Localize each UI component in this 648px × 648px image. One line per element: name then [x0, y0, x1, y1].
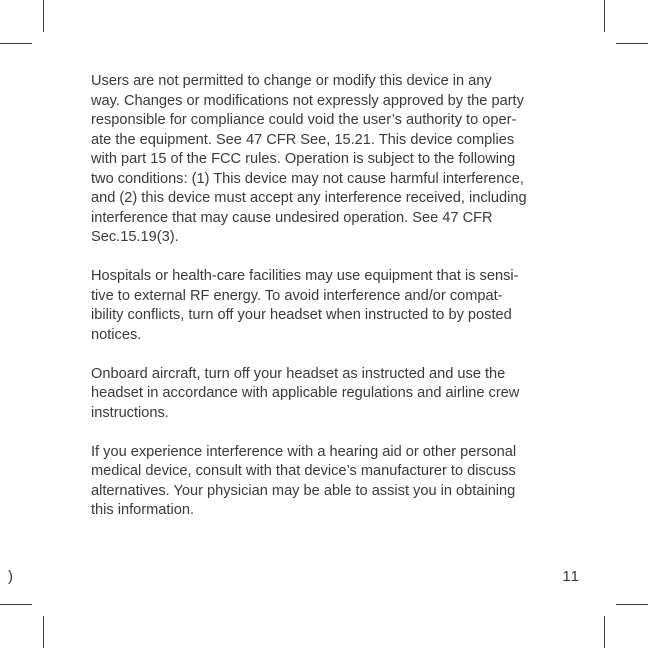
text-line: ate the equipment. See 47 CFR See, 15.21. This device complies [91, 131, 515, 148]
text-line: way. Changes or modifications not expressly approved by the party [91, 92, 524, 109]
crop-mark-top-right-horizontal [616, 43, 648, 44]
text-line: Hospitals or health-care facilities may use equipment that is sensi- [91, 268, 519, 284]
crop-mark-top-left-vertical [43, 0, 44, 32]
regulatory-notice-text [91, 72, 563, 540]
text-line: tive to external RF energy. To avoid interference and/or compat- [91, 287, 503, 304]
text-line: alternatives. Your physician may be able to assist you in obtaining [91, 482, 516, 499]
page-number: 11 [562, 568, 580, 585]
crop-mark-bottom-right-horizontal [616, 604, 648, 605]
paragraph-hospitals [91, 267, 563, 345]
page-edge-mark: ) [8, 568, 13, 585]
text-line: responsible for compliance could void the user’s authority to oper- [91, 112, 517, 128]
text-line: with part 15 of the FCC rules. Operation is subject to the following [91, 151, 516, 167]
crop-mark-bottom-right-vertical [604, 616, 605, 648]
paragraph-aircraft [91, 365, 563, 424]
paragraph-fcc-compliance [91, 72, 563, 248]
text-line: instructions. [91, 404, 169, 421]
text-line: headset in accordance with applicable regulations and airline crew [91, 385, 520, 401]
text-line: medical device, consult with that device’s manufacturer to discuss [91, 463, 516, 479]
crop-mark-bottom-left-vertical [43, 616, 44, 648]
crop-mark-top-right-vertical [604, 0, 605, 32]
text-line: Onboard aircraft, turn off your headset as instructed and use the [91, 365, 506, 382]
text-line: If you experience interference with a hearing aid or other personal [91, 443, 517, 460]
text-line: this information. [91, 502, 195, 518]
text-line: Users are not permitted to change or modify this device in any [91, 73, 492, 89]
text-line: Sec.15.19(3). [91, 229, 179, 245]
crop-mark-bottom-left-horizontal [0, 604, 32, 605]
text-line: notices. [91, 326, 142, 343]
paragraph-medical-devices [91, 443, 563, 521]
crop-mark-top-left-horizontal [0, 43, 32, 44]
text-line: two conditions: (1) This device may not cause harmful interference, [91, 170, 524, 187]
text-line: and (2) this device must accept any interference received, including [91, 190, 527, 206]
text-line: interference that may cause undesired operation. See 47 CFR [91, 209, 493, 226]
text-line: ibility conflicts, turn off your headset when instructed to by posted [91, 307, 512, 323]
